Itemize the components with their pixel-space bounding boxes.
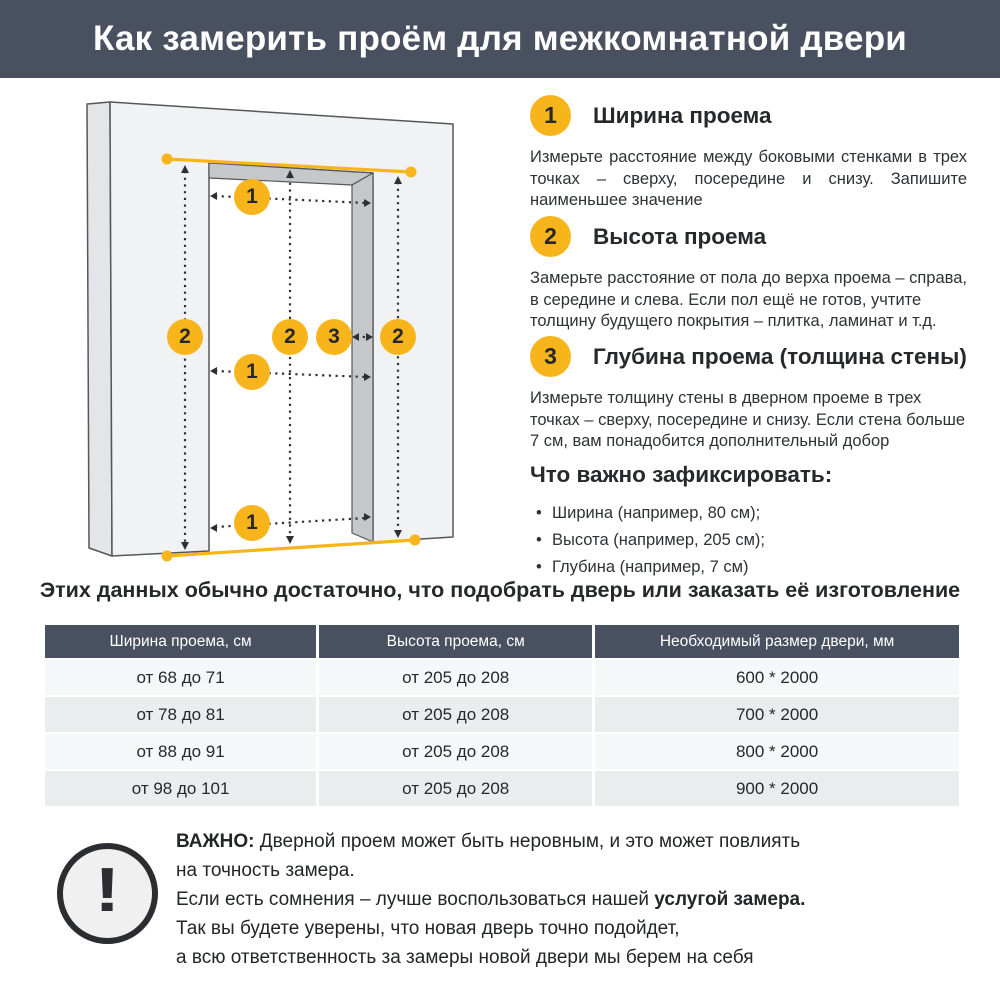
measure-badge-height-right: 2 bbox=[380, 319, 416, 355]
summary-subtitle: Этих данных обычно достаточно, что подобрать дверь или заказать её изготовление bbox=[39, 578, 961, 602]
header-bar bbox=[0, 0, 1000, 78]
table-cell: от 205 до 208 bbox=[319, 734, 595, 769]
checklist-title: Что важно зафиксировать: bbox=[530, 462, 833, 487]
table-header-height: Высота проема, см bbox=[319, 625, 595, 658]
table-header-size: Необходимый размер двери, мм bbox=[595, 625, 959, 658]
table-cell: 900 * 2000 bbox=[595, 771, 959, 806]
step-3-badge: 3 bbox=[530, 336, 571, 377]
checklist-item bbox=[530, 500, 967, 527]
checklist-item bbox=[530, 554, 967, 581]
section-height-body: Замерьте расстояние от пола до верха проема – справа, в середине и слева. Если пол ещё не готов, учтите толщину будущего покрытия – плитка, ламинат и т.д. bbox=[530, 269, 967, 330]
bullet-icon: • bbox=[536, 504, 542, 522]
table-cell: от 98 до 101 bbox=[45, 771, 319, 806]
measure-badge-depth: 3 bbox=[316, 319, 352, 355]
measure-badge-width-middle: 1 bbox=[234, 354, 270, 390]
checklist-section bbox=[530, 462, 967, 581]
note-line: Если есть сомнения – лучше воспользоваться нашей услугой замера. bbox=[176, 889, 806, 910]
bullet-icon: • bbox=[536, 558, 542, 576]
table-cell: от 205 до 208 bbox=[319, 660, 595, 695]
exclamation-icon: ! bbox=[57, 843, 158, 944]
section-height-title: Высота проема bbox=[593, 223, 767, 249]
table-header-width: Ширина проема, см bbox=[45, 625, 319, 658]
checklist-item-label: Ширина (например, 80 см); bbox=[552, 504, 761, 522]
table-cell: 800 * 2000 bbox=[595, 734, 959, 769]
warning-note bbox=[176, 827, 936, 972]
wall-side-face bbox=[87, 102, 112, 556]
important-label: ВАЖНО: bbox=[176, 831, 255, 852]
table-cell: от 88 до 91 bbox=[45, 734, 319, 769]
step-2-badge: 2 bbox=[530, 216, 571, 257]
opening-right-reveal bbox=[352, 173, 373, 542]
note-line: на точность замера. bbox=[176, 860, 355, 881]
note-line: ВАЖНО: Дверной проем может быть неровным, и это может повлиять bbox=[176, 831, 801, 852]
page-title: Как замерить проём для межкомнатной двери bbox=[92, 19, 908, 58]
table-cell: 600 * 2000 bbox=[595, 660, 959, 695]
section-depth-title: Глубина проема (толщина стены) bbox=[593, 343, 967, 369]
table-cell: от 78 до 81 bbox=[45, 697, 319, 732]
measure-badge-width-bottom: 1 bbox=[234, 505, 270, 541]
checklist-item-label: Глубина (например, 7 см) bbox=[552, 558, 749, 576]
checklist-item bbox=[530, 527, 967, 554]
table-cell: от 205 до 208 bbox=[319, 697, 595, 732]
table-body bbox=[45, 658, 959, 806]
measure-badge-width-top: 1 bbox=[234, 179, 270, 215]
table-row bbox=[45, 695, 959, 732]
section-depth bbox=[530, 336, 967, 453]
note-line: а всю ответственность за замеры новой двери мы берем на себя bbox=[176, 947, 754, 968]
section-width-title: Ширина проема bbox=[593, 102, 772, 128]
measure-badge-height-middle: 2 bbox=[272, 319, 308, 355]
section-width bbox=[530, 95, 967, 212]
table-row bbox=[45, 769, 959, 806]
bullet-icon: • bbox=[536, 531, 542, 549]
measure-badge-height-left: 2 bbox=[167, 319, 203, 355]
door-frame-diagram bbox=[60, 90, 460, 570]
section-width-body: Измерьте расстояние между боковыми стенками в трех точках – сверху, посередине и снизу. Запишите наименьшее значение bbox=[530, 148, 967, 209]
section-depth-body: Измерьте толщину стены в дверном проеме в трех точках – сверху, посередине и снизу. Если стена больше 7 см, вам понадобится дополнительный добор bbox=[530, 389, 965, 450]
table-row bbox=[45, 732, 959, 769]
table-cell: от 205 до 208 bbox=[319, 771, 595, 806]
table-cell: от 68 до 71 bbox=[45, 660, 319, 695]
instructions-column bbox=[530, 90, 967, 576]
table-cell: 700 * 2000 bbox=[595, 697, 959, 732]
measure-service-label: услугой замера. bbox=[654, 889, 806, 910]
size-table bbox=[45, 625, 959, 806]
checklist bbox=[530, 500, 967, 581]
table-header-row bbox=[45, 625, 959, 658]
note-line: Так вы будете уверены, что новая дверь точно подойдет, bbox=[176, 918, 680, 939]
step-1-badge: 1 bbox=[530, 95, 571, 136]
table-row bbox=[45, 658, 959, 695]
section-height bbox=[530, 216, 967, 333]
checklist-item-label: Высота (например, 205 см); bbox=[552, 531, 766, 549]
